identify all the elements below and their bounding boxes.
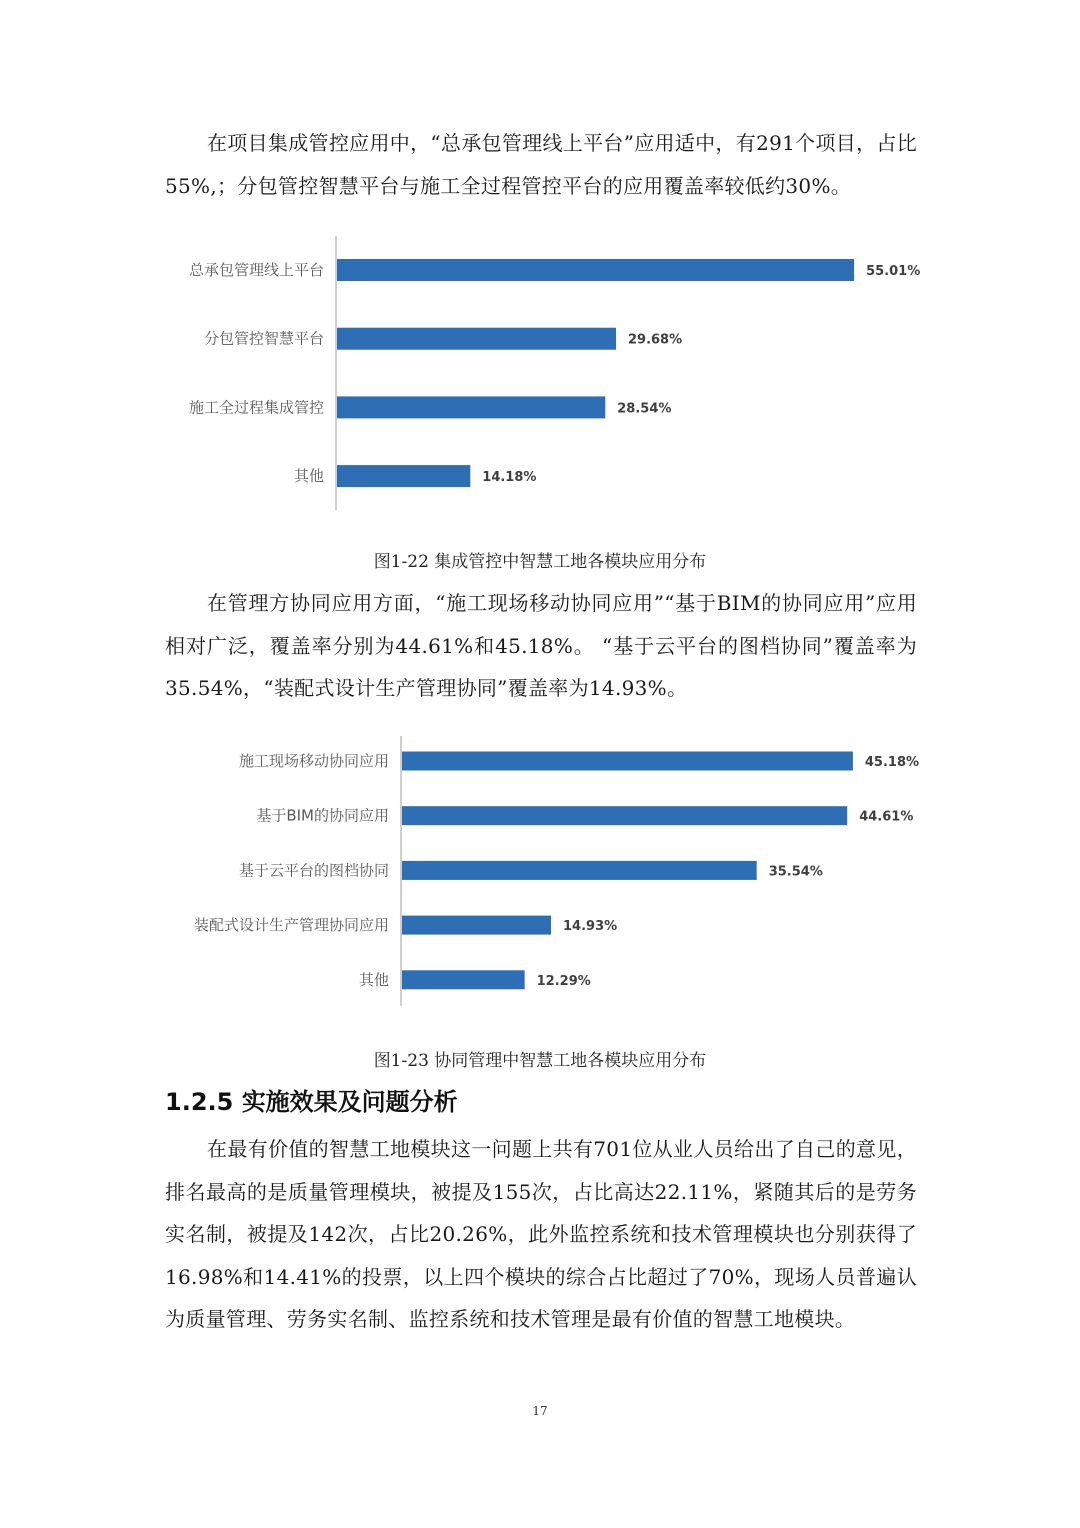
bar <box>337 465 470 487</box>
paragraph-1: 在项目集成管控应用中，“总承包管理线上平台”应用适中，有291个项目，占比55%,；分包管控智慧平台与施工全过程管控平台的应用覆盖率较低约30%。 <box>165 131 917 198</box>
section-heading: 1.2.5 实施效果及问题分析 <box>165 1088 458 1116</box>
paragraph-2: 在管理方协同应用方面，“施工现场移动协同应用”“基于BIM的协同应用”应用相对广泛，覆盖率分别为44.61%和45.18%。 “基于云平台的图档协同”覆盖率为35.54%，“装配式设计生产管理协同”覆盖率为14.93%。 <box>165 591 917 700</box>
bar <box>402 806 847 825</box>
category-label: 施工现场移动协同应用 <box>238 752 389 770</box>
figure-caption-2: 图1-23 协同管理中智慧工地各模块应用分布 <box>373 1051 707 1071</box>
figure-caption-1: 图1-22 集成管控中智慧工地各模块应用分布 <box>373 552 707 572</box>
data-label: 28.54% <box>617 401 672 417</box>
page-number: 17 <box>532 1404 548 1418</box>
chart-2-plot <box>194 736 919 1006</box>
data-label: 55.01% <box>866 264 921 279</box>
bar <box>402 916 551 935</box>
data-label: 14.18% <box>482 470 537 486</box>
category-label: 装配式设计生产管理协同应用 <box>193 916 389 935</box>
data-label: 35.54% <box>768 864 823 880</box>
bar-chart-2 <box>0 730 1080 1015</box>
data-label: 45.18% <box>864 755 920 770</box>
category-label: 分包管控智慧平台 <box>203 329 324 348</box>
data-label: 29.68% <box>627 332 683 348</box>
bar <box>402 752 853 771</box>
bar <box>402 861 757 880</box>
bar <box>337 396 605 418</box>
category-label: 总承包管理线上平台 <box>188 261 324 279</box>
category-label: 施工全过程集成管控 <box>188 398 324 417</box>
category-label: 其他 <box>293 467 324 486</box>
data-label: 44.61% <box>859 809 914 825</box>
category-label: 其他 <box>358 970 389 989</box>
category-label: 基于BIM的协同应用 <box>256 806 389 825</box>
data-label: 12.29% <box>536 973 591 989</box>
bar-chart-1 <box>0 230 1080 520</box>
category-label: 基于云平台的图档协同 <box>238 861 389 880</box>
bar <box>337 328 616 350</box>
bar <box>337 259 854 281</box>
paragraph-3: 在最有价值的智慧工地模块这一问题上共有701位从业人员给出了自己的意见，排名最高的是质量管理模块，被提及155次，占比高达22.11%，紧随其后的是劳务实名制，被提及142次，占比20.26%，此外监控系统和技术管理模块也分别获得了16.98%和14.41%的投票，以上四个模块的综合占比超过了70%，现场人员普遍认为质量管理、劳务实名制、监控系统和技术管理是最有价值的智慧工地模块。 <box>165 1137 917 1331</box>
data-label: 14.93% <box>563 919 618 935</box>
chart-1-plot <box>189 236 920 510</box>
bar <box>402 970 525 989</box>
